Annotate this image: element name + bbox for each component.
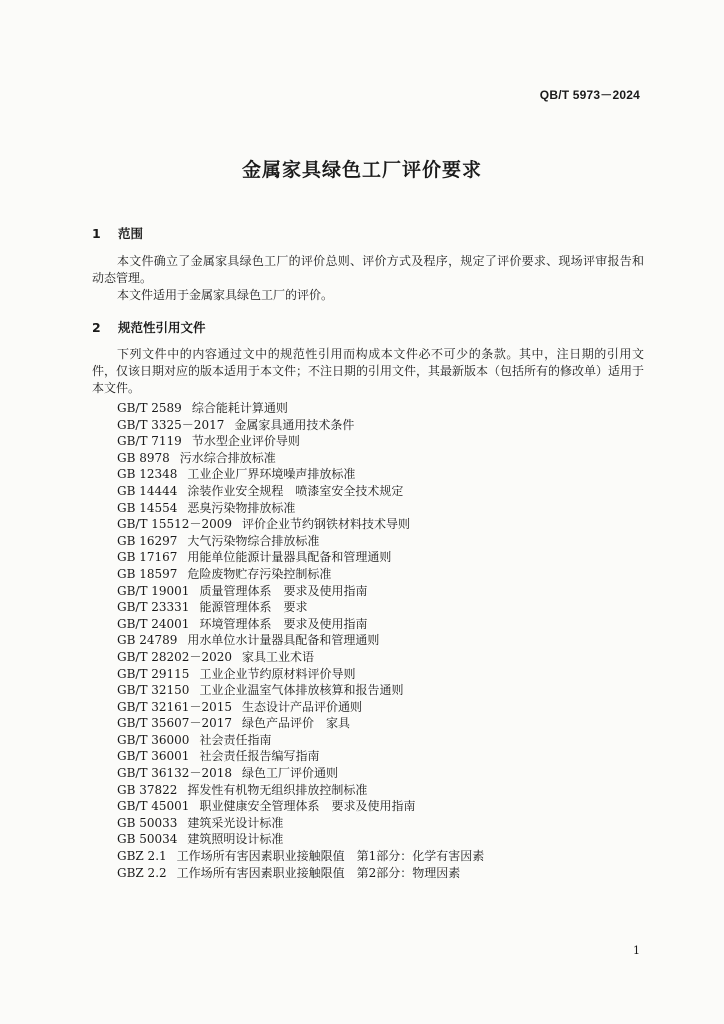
section-2-paragraph-1: 下列文件中的内容通过文中的规范性引用而构成本文件必不可少的条款。其中，注日期的引用文件，仅该日期对应的版本适用于本文件；不注日期的引用文件，其最新版本（包括所有的修改单）适用于本文件。 xyxy=(92,347,645,395)
reference-item xyxy=(117,483,484,500)
reference-title: 工作场所有害因素职业接触限值 第1部分：化学有害因素 xyxy=(176,849,485,864)
reference-title: 危险废物贮存污染控制标准 xyxy=(187,566,332,581)
standard-code: QB/T 5973－2024 xyxy=(539,88,640,102)
reference-code: GB 18597 xyxy=(117,566,178,581)
reference-title: 社会责任报告编写指南 xyxy=(199,749,320,764)
reference-title: 恶臭污染物排放标准 xyxy=(187,500,296,515)
reference-code: GB/T 15512－2009 xyxy=(117,517,232,532)
reference-code: GB/T 23331 xyxy=(117,600,190,615)
reference-title: 工业企业温室气体排放核算和报告通则 xyxy=(199,683,404,698)
reference-title: 职业健康安全管理体系 要求及使用指南 xyxy=(199,799,416,814)
reference-title: 家具工业术语 xyxy=(241,649,314,664)
reference-title: 生态设计产品评价通则 xyxy=(241,699,362,714)
reference-title: 节水型企业评价导则 xyxy=(191,434,300,449)
reference-title: 工作场所有害因素职业接触限值 第2部分：物理因素 xyxy=(176,865,461,880)
reference-item xyxy=(117,417,484,434)
section-number: 2 xyxy=(92,320,101,335)
reference-title: 污水综合排放标准 xyxy=(179,450,276,465)
reference-item xyxy=(117,848,484,865)
reference-code: GB/T 36132－2018 xyxy=(117,766,232,781)
reference-code: GB/T 29115 xyxy=(117,666,190,681)
reference-title: 社会责任指南 xyxy=(199,732,272,747)
reference-title: 能源管理体系 要求 xyxy=(199,600,308,615)
reference-code: GB/T 28202－2020 xyxy=(117,649,232,664)
reference-title: 用能单位能源计量器具配备和管理通则 xyxy=(187,550,392,565)
section-title: 规范性引用文件 xyxy=(118,320,206,335)
reference-code: GB/T 24001 xyxy=(117,616,190,631)
section-number: 1 xyxy=(92,226,101,241)
reference-item xyxy=(117,583,484,600)
reference-code: GB 37822 xyxy=(117,782,178,797)
reference-item xyxy=(117,865,484,882)
reference-title: 建筑照明设计标准 xyxy=(187,832,284,847)
reference-title: 绿色产品评价 家具 xyxy=(241,716,350,731)
reference-code: GB/T 32150 xyxy=(117,683,190,698)
section-title: 范围 xyxy=(118,226,144,241)
reference-item xyxy=(117,616,484,633)
reference-item xyxy=(117,632,484,649)
reference-item xyxy=(117,599,484,616)
section-1-paragraph-2: 本文件适用于金属家具绿色工厂的评价。 xyxy=(117,288,334,302)
reference-item xyxy=(117,500,484,517)
reference-item xyxy=(117,831,484,848)
reference-title: 金属家具通用技术条件 xyxy=(234,417,355,432)
reference-code: GB 50034 xyxy=(117,832,178,847)
reference-item xyxy=(117,533,484,550)
reference-code: GB 14554 xyxy=(117,500,178,515)
reference-title: 综合能耗计算通则 xyxy=(191,401,288,415)
reference-code: GB/T 3325－2017 xyxy=(117,417,225,432)
reference-code: GBZ 2.1 xyxy=(117,849,167,864)
reference-title: 挥发性有机物无组织排放控制标准 xyxy=(187,782,368,797)
reference-code: GB/T 32161－2015 xyxy=(117,699,232,714)
reference-list xyxy=(117,400,484,881)
reference-title: 工业企业厂界环境噪声排放标准 xyxy=(187,467,356,482)
reference-code: GB/T 35607－2017 xyxy=(117,716,232,731)
reference-item xyxy=(117,466,484,483)
reference-item xyxy=(117,815,484,832)
section-2-heading xyxy=(92,318,206,336)
reference-item xyxy=(117,400,484,417)
reference-code: GB/T 36001 xyxy=(117,749,190,764)
section-1-paragraph-1: 本文件确立了金属家具绿色工厂的评价总则、评价方式及程序，规定了评价要求、现场评审报告和动态管理。 xyxy=(92,254,644,285)
reference-code: GB/T 36000 xyxy=(117,732,190,747)
reference-title: 建筑采光设计标准 xyxy=(187,815,284,830)
reference-item xyxy=(117,566,484,583)
reference-title: 质量管理体系 要求及使用指南 xyxy=(199,583,368,598)
page-number: 1 xyxy=(633,944,640,957)
reference-item xyxy=(117,433,484,450)
reference-item xyxy=(117,516,484,533)
reference-code: GB/T 2589 xyxy=(117,401,182,415)
section-1-heading xyxy=(92,224,143,242)
reference-code: GB 14444 xyxy=(117,483,178,498)
reference-item xyxy=(117,450,484,467)
reference-code: GB 12348 xyxy=(117,467,178,482)
reference-title: 环境管理体系 要求及使用指南 xyxy=(199,616,368,631)
reference-item xyxy=(117,715,484,732)
document-title: 金属家具绿色工厂评价要求 xyxy=(241,159,482,181)
reference-title: 涂装作业安全规程 喷漆室安全技术规定 xyxy=(187,483,404,498)
reference-item xyxy=(117,666,484,683)
reference-code: GB 16297 xyxy=(117,533,178,548)
reference-code: GB/T 7119 xyxy=(117,434,182,449)
reference-title: 用水单位水计量器具配备和管理通则 xyxy=(187,633,380,648)
reference-item xyxy=(117,699,484,716)
reference-item xyxy=(117,649,484,666)
reference-code: GB 8978 xyxy=(117,450,170,465)
reference-code: GBZ 2.2 xyxy=(117,865,167,880)
reference-title: 评价企业节约钢铁材料技术导则 xyxy=(241,517,410,532)
reference-item xyxy=(117,782,484,799)
reference-code: GB 50033 xyxy=(117,815,178,830)
reference-title: 工业企业节约原材料评价导则 xyxy=(199,666,356,681)
reference-item xyxy=(117,765,484,782)
reference-item xyxy=(117,732,484,749)
reference-title: 绿色工厂评价通则 xyxy=(241,766,338,781)
reference-item xyxy=(117,682,484,699)
reference-code: GB 17167 xyxy=(117,550,178,565)
reference-code: GB/T 19001 xyxy=(117,583,190,598)
reference-item xyxy=(117,549,484,566)
reference-code: GB/T 45001 xyxy=(117,799,190,814)
reference-item xyxy=(117,748,484,765)
reference-code: GB 24789 xyxy=(117,633,178,648)
reference-item xyxy=(117,798,484,815)
reference-title: 大气污染物综合排放标准 xyxy=(187,533,320,548)
